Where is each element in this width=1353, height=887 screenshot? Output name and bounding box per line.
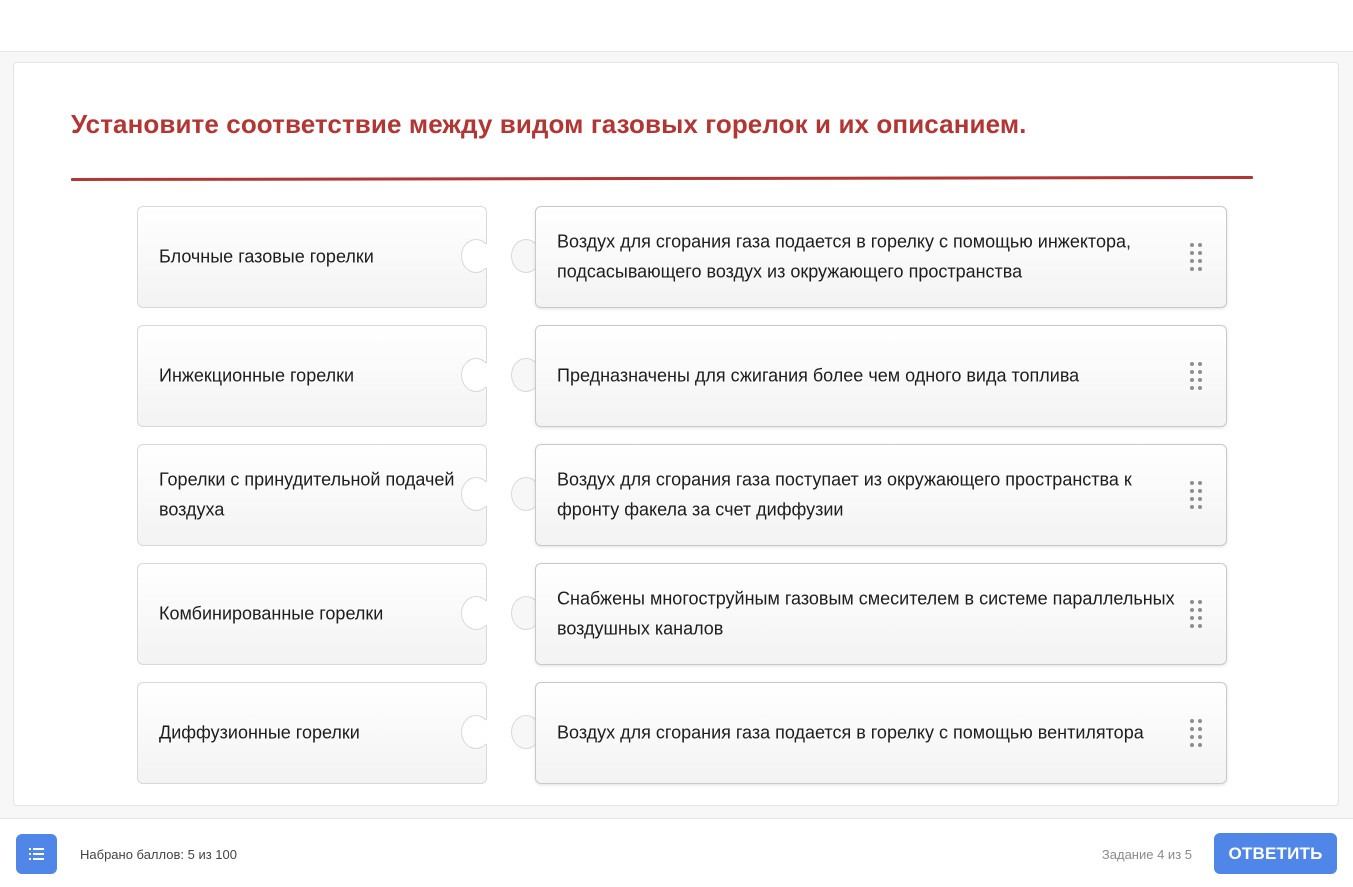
- description-draggable[interactable]: [535, 206, 1227, 308]
- description-label: Воздух для сгорания газа подается в горелку с помощью вентилятора: [557, 722, 1144, 743]
- match-row: [137, 206, 1227, 308]
- drag-handle-icon[interactable]: [1190, 362, 1202, 390]
- list-icon: [28, 846, 46, 862]
- puzzle-notch: [461, 715, 491, 749]
- term-piece: [137, 325, 487, 427]
- puzzle-notch: [461, 358, 491, 392]
- term-label: Инжекционные горелки: [159, 365, 355, 386]
- term-label: Диффузионные горелки: [159, 722, 360, 743]
- answer-button[interactable]: ОТВЕТИТЬ: [1214, 833, 1337, 874]
- puzzle-notch: [461, 239, 491, 273]
- term-piece: [137, 206, 487, 308]
- question-card: [13, 62, 1339, 806]
- title-divider: [71, 176, 1253, 181]
- drag-handle-icon[interactable]: [1190, 243, 1202, 271]
- description-label: Предназначены для сжигания более чем одного вида топлива: [557, 365, 1080, 386]
- description-draggable[interactable]: [535, 325, 1227, 427]
- question-title: Установите соответствие между видом газовых горелок и их описанием.: [71, 109, 1027, 139]
- drag-handle-icon[interactable]: [1190, 600, 1202, 628]
- term-piece: [137, 444, 487, 546]
- task-list-button[interactable]: [16, 834, 57, 874]
- term-label: Комбинированные горелки: [159, 603, 384, 624]
- term-piece: [137, 563, 487, 665]
- term-label: Блочные газовые горелки: [159, 246, 374, 267]
- puzzle-notch: [461, 596, 491, 630]
- description-draggable[interactable]: [535, 682, 1227, 784]
- match-row: [137, 325, 1227, 427]
- puzzle-notch: [461, 477, 491, 511]
- term-label: Горелки с принудительной подачей воздуха: [159, 469, 455, 519]
- drag-handle-icon[interactable]: [1190, 481, 1202, 509]
- description-label: Воздух для сгорания газа подается в горелку с помощью инжектора, подсасывающего воздух из окружающего пространства: [557, 231, 1131, 281]
- description-label: Снабжены многоструйным газовым смесителем в системе параллельных воздушных каналов: [557, 588, 1175, 638]
- top-bar: [0, 0, 1353, 52]
- match-row: [137, 444, 1227, 546]
- drag-handle-icon[interactable]: [1190, 719, 1202, 747]
- match-row: [137, 563, 1227, 665]
- task-counter: Задание 4 из 5: [1101, 847, 1192, 862]
- description-label: Воздух для сгорания газа поступает из окружающего пространства к фронту факела за счет диффузии: [557, 469, 1132, 519]
- description-draggable[interactable]: [535, 563, 1227, 665]
- match-row: [137, 682, 1227, 784]
- description-draggable[interactable]: [535, 444, 1227, 546]
- term-piece: [137, 682, 487, 784]
- footer-bar: [0, 818, 1353, 887]
- score-text: Набрано баллов: 5 из 100: [80, 847, 237, 862]
